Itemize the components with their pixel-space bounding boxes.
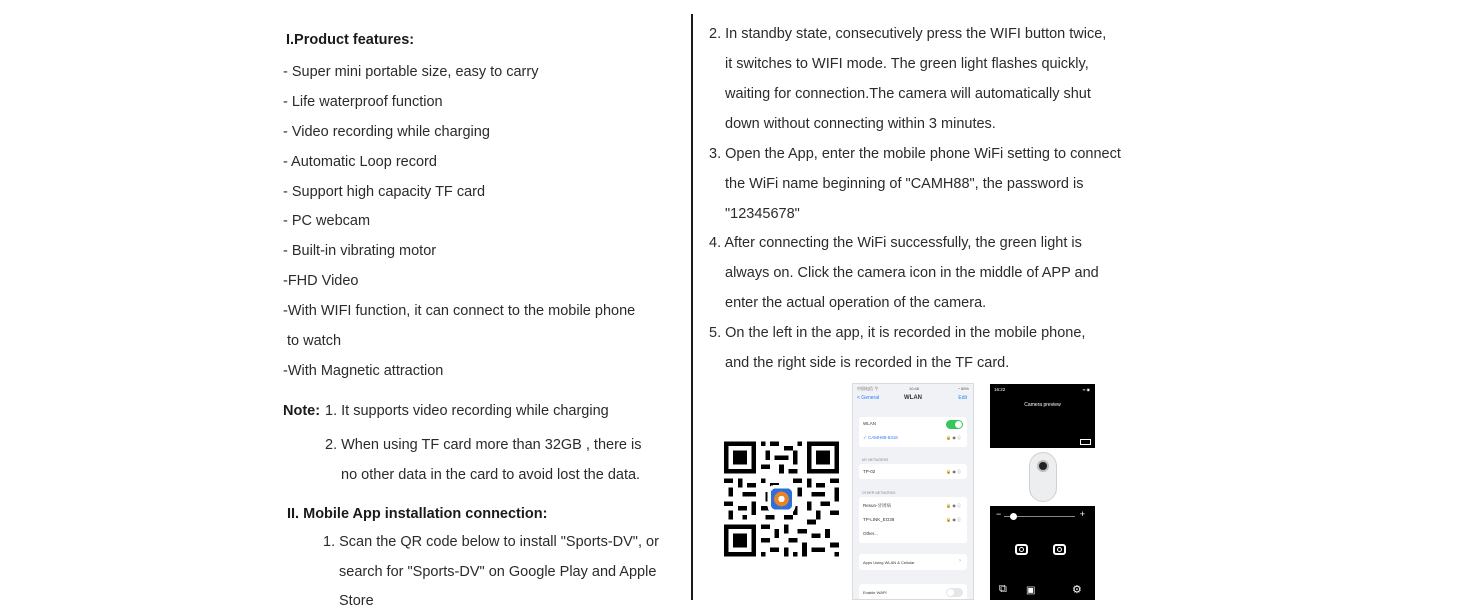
- gallery-icon[interactable]: ⧉: [999, 583, 1007, 595]
- wifi-lock-icon: 🔒 ◉ ⓘ: [946, 469, 961, 474]
- status-bar: [857, 386, 969, 392]
- network-item[interactable]: TP-02: [863, 469, 876, 474]
- camera-device-image: [1029, 452, 1057, 502]
- wlan-label: WLAN: [863, 421, 877, 426]
- feature-item: - Support high capacity TF card: [283, 184, 486, 200]
- wifi-lock-icon: 🔒 ◉ ⓘ: [946, 435, 961, 440]
- zoom-in-icon[interactable]: +: [1079, 509, 1085, 519]
- wapi-toggle[interactable]: [946, 588, 963, 597]
- wlan-title: WLAN: [904, 395, 922, 401]
- feature-item: - Life waterproof function: [283, 94, 443, 110]
- feature-item: -FHD Video: [283, 273, 359, 289]
- section1-title: I.Product features:: [286, 32, 415, 48]
- instruction-line: it switches to WIFI mode. The green light flashes quickly,: [725, 56, 1089, 72]
- qr-code: [724, 440, 839, 558]
- enable-wapi-row: Enable WAPI: [863, 590, 887, 595]
- battery-icon: [1080, 439, 1091, 445]
- feature-item: - Built-in vibrating motor: [283, 243, 437, 259]
- camera-time: 16:22: [994, 387, 1006, 392]
- instruction-line: 4. After connecting the WiFi successfully, the green light is: [709, 235, 1082, 251]
- note-line: no other data in the card to avoid lost the data.: [341, 467, 641, 483]
- instruction-line: waiting for connection.The camera will automatically shut: [725, 86, 1091, 102]
- battery-status: ◔ 65%: [957, 386, 969, 391]
- feature-item: - Automatic Loop record: [283, 154, 437, 170]
- video-record-icon[interactable]: [1053, 544, 1066, 555]
- settings-icon[interactable]: ⚙: [1072, 584, 1082, 596]
- my-networks-header: MY NETWORKS: [862, 458, 889, 462]
- chevron-right-icon: ›: [959, 558, 961, 564]
- zoom-out-icon[interactable]: −: [996, 509, 1002, 519]
- feature-item: -With WIFI function, it can connect to the mobile phone: [283, 303, 636, 319]
- step-line: search for "Sports-DV" on Google Play and Apple: [339, 564, 657, 580]
- feature-item: - Super mini portable size, easy to carry: [283, 64, 539, 80]
- apps-wlan-row[interactable]: Apps Using WLAN & Cellular: [863, 560, 915, 565]
- instruction-line: always on. Click the camera icon in the middle of APP and: [725, 265, 1099, 281]
- camera-lens: [1037, 460, 1049, 472]
- network-item[interactable]: Other...: [863, 531, 878, 536]
- signal-icon: ▪▪ ◉: [1082, 387, 1090, 392]
- camera-preview-title: Camera preview: [1024, 402, 1061, 408]
- note-line: 1. It supports video recording while charging: [325, 403, 609, 419]
- connected-network[interactable]: ✓ CAMH88-8316: [863, 435, 898, 440]
- camera-control-screen: [990, 506, 1095, 600]
- step-line: 1. Scan the QR code below to install "Sports-DV", or: [323, 534, 659, 550]
- instruction-line: down without connecting within 3 minutes.: [725, 116, 996, 132]
- photo-capture-icon[interactable]: [1015, 544, 1028, 555]
- instruction-line: 3. Open the App, enter the mobile phone WiFi setting to connect: [709, 146, 1121, 162]
- section2-title: II. Mobile App installation connection:: [287, 506, 548, 522]
- feature-item: - Video recording while charging: [283, 124, 490, 140]
- other-networks-header: OTHER NETWORKS: [862, 491, 896, 495]
- carrier-label: 中国电信 令: [857, 386, 879, 391]
- camera-preview-screen: [990, 384, 1095, 448]
- wlan-toggle[interactable]: [946, 420, 963, 429]
- feature-item: - PC webcam: [283, 213, 371, 229]
- network-item[interactable]: TP-LINK_EO38: [863, 517, 895, 522]
- instruction-line: 2. In standby state, consecutively press the WIFI button twice,: [709, 26, 1107, 42]
- phone-wlan-screenshot: [852, 383, 974, 600]
- feature-item: -With Magnetic attraction: [283, 363, 444, 379]
- instruction-line: "12345678": [725, 206, 800, 222]
- wifi-lock-icon: 🔒 ◉ ⓘ: [946, 503, 961, 508]
- step-line: Store: [339, 593, 374, 609]
- mode-icon[interactable]: ▣: [1026, 585, 1036, 596]
- back-button[interactable]: < General: [857, 395, 880, 401]
- network-item[interactable]: Resun-牙周病: [863, 503, 892, 508]
- instruction-line: enter the actual operation of the camera.: [725, 295, 987, 311]
- column-divider: [691, 14, 693, 600]
- feature-item: to watch: [283, 333, 342, 349]
- status-time: 10:48: [909, 386, 920, 391]
- note-line: 2. When using TF card more than 32GB , there is: [325, 437, 642, 453]
- note-label: Note:: [283, 403, 321, 419]
- instruction-line: and the right side is recorded in the TF card.: [725, 355, 1010, 371]
- edit-button[interactable]: Edit: [958, 395, 967, 401]
- instruction-line: the WiFi name beginning of "CAMH88", the password is: [725, 176, 1084, 192]
- zoom-slider-handle[interactable]: [1010, 513, 1017, 520]
- instruction-line: 5. On the left in the app, it is recorded in the mobile phone,: [709, 325, 1086, 341]
- wifi-lock-icon: 🔒 ◉ ⓘ: [946, 517, 961, 522]
